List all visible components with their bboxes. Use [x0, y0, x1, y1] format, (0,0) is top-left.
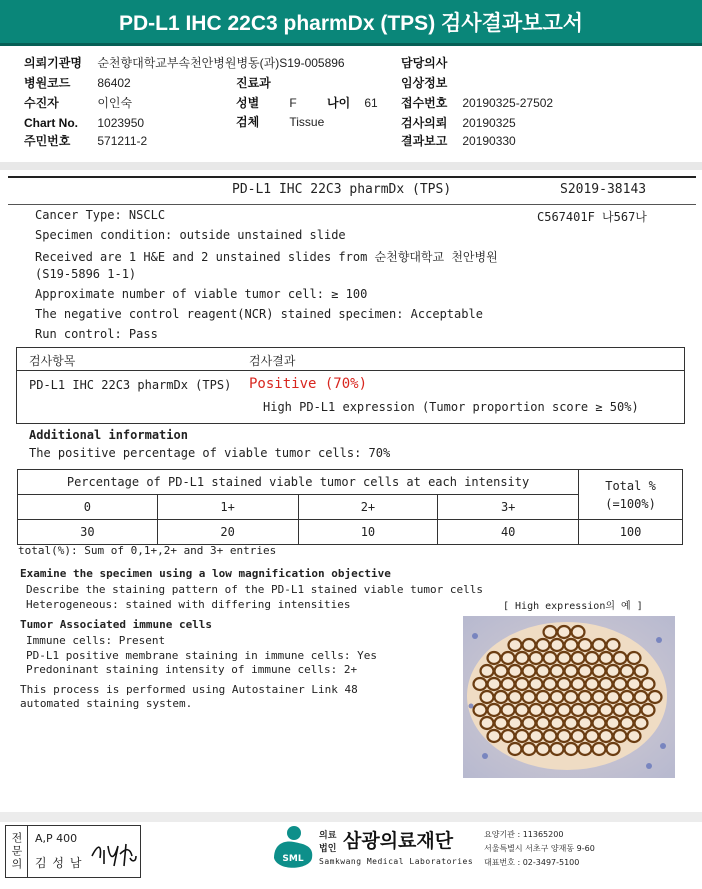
stained-cell	[579, 743, 592, 755]
stained-specimen-image	[463, 616, 675, 778]
stained-cell	[607, 743, 620, 755]
stained-cell	[544, 730, 557, 742]
col-header-result: 검사결과	[249, 354, 296, 368]
stained-cell	[530, 704, 543, 716]
institution-value: 순천향대학교부속천안병원병동(과)S19-005896	[97, 56, 345, 70]
total-header-line1: Total %	[605, 478, 656, 493]
org-info-2: 서울특별시 서초구 양재동 9-60	[484, 844, 595, 853]
stained-cell	[628, 730, 641, 742]
table-note: total(%): Sum of 0,1+,2+ and 3+ entries	[18, 544, 277, 557]
stained-cell	[614, 704, 627, 716]
stained-cell	[488, 678, 501, 690]
stained-cell	[544, 626, 557, 638]
intensity-0: 0	[18, 495, 158, 520]
stained-cell	[495, 691, 508, 703]
hospital-code-field	[24, 76, 131, 91]
institution-field	[24, 56, 345, 71]
examine-line-2: Heterogeneous: stained with differing intensities	[26, 598, 351, 611]
intensity-1plus: 1+	[157, 495, 298, 520]
stained-cell	[593, 665, 606, 677]
stained-cell	[551, 665, 564, 677]
value-0: 30	[18, 520, 158, 545]
result-item-name: PD-L1 IHC 22C3 pharmDx (TPS)	[29, 378, 232, 392]
org-info-1: 요양기관 : 11365200	[484, 830, 564, 839]
value-total: 100	[579, 520, 683, 545]
specimen-value: Tissue	[289, 115, 325, 129]
stained-cell	[488, 730, 501, 742]
report-date-label: 결과보고	[401, 134, 448, 148]
photo-caption: [ High expression의 예 ]	[503, 601, 643, 612]
stained-cell	[600, 730, 613, 742]
request-label: 검사의뢰	[401, 116, 448, 130]
result-expression: High PD-L1 expression (Tumor proportion score ≥ 50%)	[263, 400, 639, 414]
stained-cell	[544, 652, 557, 664]
rrn-label: 주민번호	[24, 134, 71, 148]
stained-cell	[523, 665, 536, 677]
org-name: 삼광의료재단	[343, 830, 454, 852]
org-prefix-2: 법인	[319, 844, 337, 854]
clinical-label: 임상정보	[401, 76, 448, 90]
stained-cell	[558, 678, 571, 690]
hospital-code-label: 병원코드	[24, 76, 71, 90]
stained-cell	[586, 730, 599, 742]
total-header	[579, 470, 683, 520]
specimen-field	[236, 115, 324, 130]
institution-label: 의뢰기관명	[24, 56, 82, 70]
specialist-label-text: 전문의	[10, 832, 23, 871]
immune-line-3: Predoninant staining intensity of immune cells: 2+	[26, 663, 358, 676]
stained-cell	[509, 691, 522, 703]
receipt-field	[401, 96, 553, 111]
report-date-value: 20190330	[462, 134, 516, 148]
stained-cell	[558, 730, 571, 742]
stained-cell	[551, 691, 564, 703]
stained-cell	[558, 652, 571, 664]
stained-cell	[572, 704, 585, 716]
body-line-ncr: The negative control reagent(NCR) stained specimen: Acceptable	[35, 307, 483, 321]
stained-cell	[607, 665, 620, 677]
value-1plus: 20	[157, 520, 298, 545]
intensity-table-header: Percentage of PD-L1 stained viable tumor cells at each intensity	[18, 470, 579, 495]
stained-cell	[474, 704, 487, 716]
stained-cell	[544, 704, 557, 716]
additional-text: The positive percentage of viable tumor cells: 70%	[29, 446, 391, 460]
org-prefix-1: 의료	[319, 831, 337, 841]
result-positive: Positive (70%)	[249, 376, 368, 392]
stained-cell	[635, 691, 648, 703]
request-value: 20190325	[462, 116, 516, 130]
stained-cell	[614, 730, 627, 742]
stained-cell	[537, 717, 550, 729]
stained-cell	[565, 691, 578, 703]
stained-cell	[579, 639, 592, 651]
body-line-specimen-condition: Specimen condition: outside unstained slide	[35, 228, 346, 242]
sml-logo-text: SML	[282, 854, 304, 864]
collector-label: 수진자	[24, 96, 59, 110]
body-line-slide-id: (S19-5896 1-1)	[35, 267, 137, 281]
stained-cell	[495, 665, 508, 677]
stained-cell	[565, 743, 578, 755]
stained-cell	[628, 704, 641, 716]
request-field	[401, 116, 516, 131]
process-line-1: This process is performed using Autostainer Link 48	[20, 683, 358, 696]
stained-cell	[537, 665, 550, 677]
handwritten-signature	[90, 836, 138, 870]
age-label: 나이	[327, 96, 351, 110]
signature-box	[5, 825, 141, 878]
table-row	[18, 470, 683, 495]
stained-cell	[481, 691, 494, 703]
stained-cell	[516, 678, 529, 690]
stained-cell	[530, 678, 543, 690]
stained-cell	[516, 652, 529, 664]
stained-cell	[586, 704, 599, 716]
stained-cell	[481, 717, 494, 729]
stained-cell	[600, 678, 613, 690]
stained-cell	[565, 639, 578, 651]
receipt-value: 20190325-27502	[462, 96, 554, 110]
stained-cell	[537, 639, 550, 651]
specialist-label	[6, 826, 28, 877]
stained-cell	[642, 704, 655, 716]
stained-cell	[502, 704, 515, 716]
age-field	[327, 96, 378, 111]
doctor-label: 담당의사	[401, 56, 448, 70]
result-box-divider	[17, 370, 684, 371]
body-line-received: Received are 1 H&E and 2 unstained slides from 순천향대학교 천안병원	[35, 250, 498, 264]
body-line-viable-count: Approximate number of viable tumor cell: ≥ 100	[35, 287, 368, 301]
stained-cell	[558, 626, 571, 638]
collector-value: 이인숙	[97, 96, 133, 110]
stained-cell	[642, 678, 655, 690]
org-english-name: Samkwang Medical Laboratories	[319, 857, 474, 866]
stained-cell	[621, 717, 634, 729]
reference-code: C567401F 나567나	[537, 210, 647, 224]
stained-cell	[635, 717, 648, 729]
clinical-field	[401, 76, 462, 91]
immune-heading: Tumor Associated immune cells	[20, 618, 213, 631]
doctor-field	[401, 56, 462, 71]
stained-cell	[586, 678, 599, 690]
stained-cell	[509, 717, 522, 729]
stained-cell	[572, 730, 585, 742]
stained-cell	[502, 678, 515, 690]
stained-cell	[523, 691, 536, 703]
stained-cell	[607, 639, 620, 651]
stained-cell	[572, 652, 585, 664]
sex-value: F	[289, 96, 297, 110]
stained-cell	[481, 665, 494, 677]
stained-cell	[649, 691, 662, 703]
test-name-heading: PD-L1 IHC 22C3 pharmDx (TPS)	[232, 182, 452, 197]
stained-cell	[523, 717, 536, 729]
stained-cell	[551, 639, 564, 651]
stained-cell	[551, 717, 564, 729]
stained-cell	[551, 743, 564, 755]
rrn-field	[24, 134, 147, 149]
stained-cell	[495, 717, 508, 729]
body-line-run-control: Run control: Pass	[35, 327, 158, 341]
stained-cell	[523, 639, 536, 651]
stained-cell	[614, 652, 627, 664]
stained-cell	[523, 743, 536, 755]
stained-cell	[586, 652, 599, 664]
stained-cell	[572, 678, 585, 690]
footer-separator	[0, 812, 702, 822]
stained-cell	[593, 639, 606, 651]
stained-cell	[628, 652, 641, 664]
table-row	[18, 520, 683, 545]
section-rule-top	[8, 176, 696, 178]
sample-number: S2019-38143	[560, 182, 647, 197]
signer-name: 김 성 남	[35, 856, 83, 870]
value-2plus: 10	[298, 520, 438, 545]
stained-cell	[600, 652, 613, 664]
stained-cell	[509, 639, 522, 651]
stained-cell	[509, 743, 522, 755]
stained-cell	[516, 730, 529, 742]
col-header-item: 검사항목	[29, 354, 76, 368]
stained-cell	[635, 665, 648, 677]
stained-cell	[516, 704, 529, 716]
chart-no-value: 1023950	[97, 116, 145, 130]
stained-cell	[593, 717, 606, 729]
stained-cell	[537, 691, 550, 703]
ap-number: A,P 400	[35, 832, 78, 845]
examine-line-1: Describe the staining pattern of the PD-L1 stained viable tumor cells	[26, 583, 483, 596]
sex-label: 성별	[236, 96, 260, 110]
stained-cell	[474, 678, 487, 690]
stained-cell	[488, 704, 501, 716]
stained-cell	[502, 652, 515, 664]
value-3plus: 40	[438, 520, 579, 545]
stained-cell	[530, 652, 543, 664]
specimen-label: 검체	[236, 115, 260, 129]
header-separator	[0, 162, 702, 170]
process-line-2: automated staining system.	[20, 697, 193, 710]
examine-heading: Examine the specimen using a low magnification objective	[20, 567, 391, 580]
intensity-3plus: 3+	[438, 495, 579, 520]
chart-no-field	[24, 116, 144, 131]
stained-cell	[530, 730, 543, 742]
stained-cell	[572, 626, 585, 638]
stained-cell	[537, 743, 550, 755]
stained-cell	[593, 691, 606, 703]
stained-cell	[607, 691, 620, 703]
total-header-line2: (=100%)	[605, 496, 656, 511]
stained-cell	[614, 678, 627, 690]
stained-cell	[579, 717, 592, 729]
stained-cell	[593, 743, 606, 755]
stained-cell	[621, 691, 634, 703]
rrn-value: 571211-2	[97, 134, 148, 148]
stained-cell	[565, 717, 578, 729]
additional-heading: Additional information	[29, 428, 188, 442]
immune-line-2: PD-L1 positive membrane staining in immune cells: Yes	[26, 649, 377, 662]
stained-cell	[558, 704, 571, 716]
stained-cell	[600, 704, 613, 716]
intensity-table	[17, 469, 683, 545]
stained-cell	[607, 717, 620, 729]
immune-line-1: Immune cells: Present	[26, 634, 166, 647]
stained-cell	[565, 665, 578, 677]
hospital-code-value: 86402	[97, 76, 131, 90]
age-value: 61	[364, 96, 378, 110]
result-box	[16, 347, 685, 424]
report-title: PD-L1 IHC 22C3 pharmDx (TPS) 검사결과보고서	[0, 0, 702, 46]
stained-cell	[621, 665, 634, 677]
intensity-2plus: 2+	[298, 495, 438, 520]
body-line-cancer-type: Cancer Type: NSCLC	[35, 208, 166, 222]
sml-logo-icon	[270, 824, 316, 872]
chart-no-label: Chart No.	[24, 116, 78, 130]
department-label: 진료과	[236, 76, 271, 90]
department-field	[236, 76, 274, 91]
collector-field	[24, 96, 132, 111]
section-rule-2	[8, 204, 696, 205]
stained-cell	[488, 652, 501, 664]
receipt-label: 접수번호	[401, 96, 448, 110]
stained-cell	[509, 665, 522, 677]
stained-cell	[579, 691, 592, 703]
sex-field	[236, 96, 297, 111]
stained-cell	[544, 678, 557, 690]
stained-cell	[579, 665, 592, 677]
org-info-3: 대표번호 : 02-3497-5100	[484, 858, 580, 867]
stained-cell	[502, 730, 515, 742]
stained-cell	[628, 678, 641, 690]
report-date-field	[401, 134, 516, 149]
